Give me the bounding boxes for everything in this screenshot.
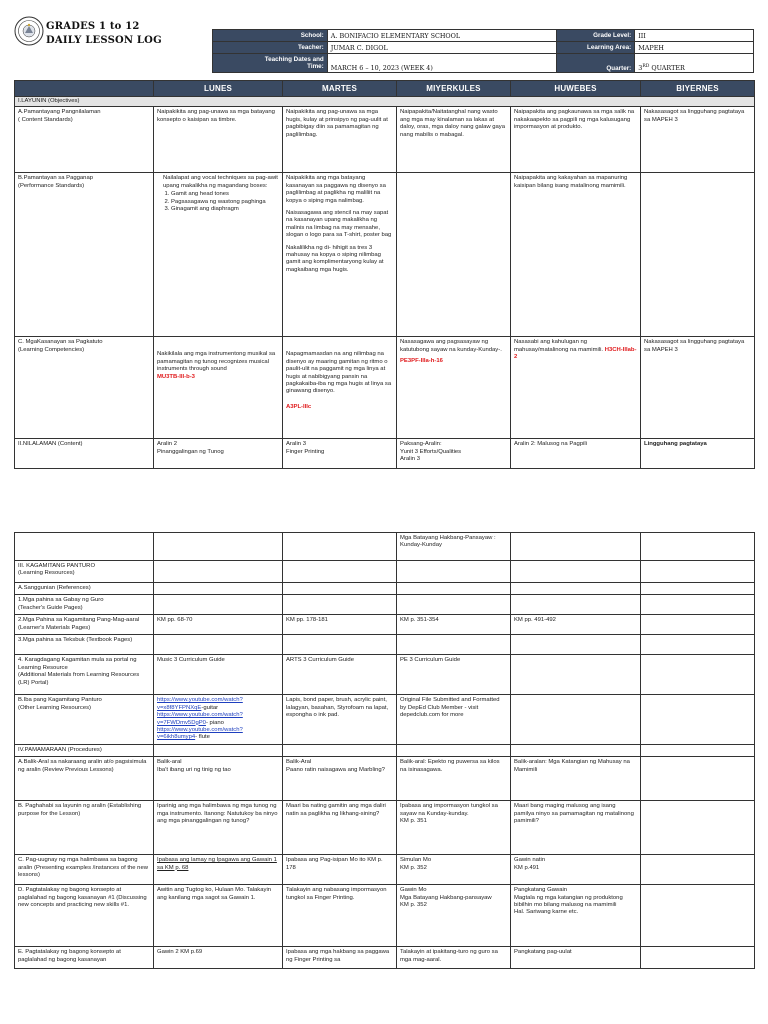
pu-miyerkules: Simulan Mo KM p. 352 <box>397 855 511 885</box>
sanggunian-row <box>15 583 755 595</box>
pu-huwebes: Gawin natin KM p.491 <box>511 855 641 885</box>
lc-martes <box>283 337 397 439</box>
link-suffix: -guitar <box>201 704 219 711</box>
day-miyerkules: MIYERKULES <box>397 81 511 97</box>
lc-huwebes <box>511 337 641 439</box>
school-label: School: <box>213 30 328 42</box>
lc-huwebes-code: H3CH-IIIab-2 <box>514 346 637 361</box>
balik-aral-label: A.Balik-Aral sa nakaraang aralin at/o pagsisimula ng aralin (Review Previous Lessons) <box>15 757 154 801</box>
ps-lunes-list <box>157 191 279 213</box>
lm-martes: KM pp. 178-181 <box>283 615 397 635</box>
info-grid <box>212 29 754 73</box>
link-suffix: - piano <box>205 719 224 726</box>
kagamitan-row <box>15 561 755 583</box>
form-title <box>46 20 162 48</box>
quarter-num: 3 <box>638 64 643 72</box>
empty-cell <box>15 533 154 561</box>
dates-label-line2: Time: <box>307 63 324 70</box>
lc-martes-text: Napagmamasdan na ang nilimbag na disenyo ay maaring gamitan ng ritmo o paulit-ulit na paggamit ng mga linya at hugis at nabibigyang pansin na pagkakaiba-iba ng mga hugis at linya sa ginawang disenyo. <box>286 351 392 395</box>
t2-martes: Ipabasa ang mga hakbang sa paggawa ng Finger Printing sa <box>283 947 397 969</box>
lc-miyerkules <box>397 337 511 439</box>
empty-cell <box>283 533 397 561</box>
header <box>14 14 754 76</box>
or-lunes <box>154 695 283 744</box>
ph-martes: Maari ba nating gamitin ang mga daliri natin sa paglikha ng likhang-sining? <box>283 801 397 855</box>
lm-pages-label: 2.Mga Pahina sa Kagamitang Pang-Mag-aaral (Learner's Materials Pages) <box>15 615 154 635</box>
ps-lunes-intro: Nailalapat ang vocal techniques sa pag-awit upang makalikha ng magandang boses: <box>163 175 278 189</box>
grade-label: Grade Level: <box>557 30 635 42</box>
ps-huwebes: Naipapakita ang kakayahan sa mapanuring kaisipan bilang isang matalinong mamimili. <box>511 173 641 337</box>
lr-lunes: Music 3 Curriculum Guide <box>154 655 283 695</box>
nil-miyerkules: Paksang-Aralin: Yunit 3 Efforts/Qualities Aralin 3 <box>397 439 511 469</box>
t1-miyerkules: Gawin Mo Mga Batayang Hakbang-pansayaw KM p. 352 <box>397 885 511 947</box>
cont-miyerkules: Mga Batayang Hakbang-Pansayaw : Kunday-Kunday <box>397 533 511 561</box>
lm-pages-row <box>15 615 755 635</box>
pag-uugnay-label: C. Pag-uugnay ng mga halimbawa sa bagong aralin (Presenting examples /instances of the new lessons) <box>15 855 154 885</box>
t2-miyerkules: Talakayin at ipakitang-turo ng guro sa mga mag-aaral. <box>397 947 511 969</box>
cs-miyerkules: Naipapakita/Naitatanghal nang wasto ang mga may kinalaman sa lakas at daloy, oras, mga daloy nang galaw gaya nang mabilis o mabagal. <box>397 107 511 173</box>
talakay-1-row <box>15 885 755 947</box>
form-title-line2: DAILY LESSON LOG <box>46 35 162 46</box>
t2-lunes: Gawin 2 KM p.69 <box>154 947 283 969</box>
area-value: MAPEH <box>635 42 754 54</box>
day-martes: MARTES <box>283 81 397 97</box>
lesson-log-page <box>14 14 754 76</box>
textbook-label: 3.Mga pahina sa Teksbuk (Textbook Pages) <box>15 635 154 655</box>
list-item: 3. Ginagamit ang diaphragm <box>171 206 279 213</box>
tg-pages-row <box>15 595 755 615</box>
tg-pages-label: 1.Mga pahina sa Gabay ng Guro (Teacher's Guide Pages) <box>15 595 154 615</box>
lc-martes-code: A3PL-IIIc <box>286 403 312 410</box>
continued-row <box>15 533 755 561</box>
ph-huwebes: Maari bang maging malusog ang isang pamilya ninyo sa pamamagitan ng matalinong pamimili? <box>511 801 641 855</box>
other-resources-label: B.Iba pang Kagamitang Panturo (Other Learning Resources) <box>15 695 154 744</box>
deped-seal-icon <box>14 16 44 46</box>
lc-biyernes: Nakasasagot sa lingguhang pagtataya sa MAPEH 3 <box>641 337 755 439</box>
nil-lunes: Aralin 2 Pinanggalingan ng Tunog <box>154 439 283 469</box>
pu-martes: Ipabasa ang Pag-isipan Mo ito KM p. 178 <box>283 855 397 885</box>
other-resources-row <box>15 695 755 744</box>
list-item: 2. Pagsasagawa ng wastong paghinga <box>171 199 279 206</box>
lm-huwebes: KM pp. 491-492 <box>511 615 641 635</box>
link-suffix: - flute <box>195 734 210 741</box>
teacher-label: Teacher: <box>213 42 328 54</box>
paghahabi-row <box>15 801 755 855</box>
lc-huwebes-text: Nasasabi ang kahulugan ng mahusay/matalinong na mamimili. <box>514 339 604 353</box>
layunin-row <box>15 97 755 107</box>
lesson-table-top <box>14 80 755 469</box>
nilalaman-label: II.NILALAMAN (Content) <box>15 439 154 469</box>
cs-martes: Naipakikita ang pag-unawa sa mga hugis, kulay at prinsipyo ng pag-uulit at pagbibigay diin sa pamamagitan ng paglilimbag. <box>283 107 397 173</box>
ps-biyernes <box>641 173 755 337</box>
lr-portal-row <box>15 655 755 695</box>
nil-martes: Aralin 3 Finger Printing <box>283 439 397 469</box>
paghahabi-label: B. Paghahabi sa layunin ng aralin (Establishing purpose for the Lesson) <box>15 801 154 855</box>
or-martes: Lapis, bond paper, brush, acrylic paint, lalagyan, basahan, Styrofoam na lapat, espongha o ink pad. <box>283 695 397 744</box>
t1-martes: Talakayin ang nabasang impormasyon tungkol sa Finger Printing. <box>283 885 397 947</box>
lesson-table-bottom <box>14 532 755 969</box>
content-standards-label: A.Pamantayang Pangnilalaman ( Content Standards) <box>15 107 154 173</box>
ps-martes-p3: Nakalilikha ng di- hihigit sa tres 3 mahusay na kopya o siping nilimbag gamit ang komplimentaryong kulay at magkaibang mga hugis. <box>286 244 384 273</box>
quarter-value <box>635 54 754 73</box>
lr-martes: ARTS 3 Curriculum Guide <box>283 655 397 695</box>
nil-biyernes: Lingguhang pagtataya <box>641 439 755 469</box>
ps-martes-p1: Naipakikita ang mga batayang kasanayan sa paggawa ng disenyo sa paglilimbag at paglikha ng maliliit na kopya o siping mga nalimbag. <box>286 175 386 204</box>
lr-portal-label: 4. Karagdagang Kagamitan mula sa portal ng Learning Resource (Additional Materials from Learning Resources (LR) Portal) <box>15 655 154 695</box>
ph-lunes: Iparinig ang mga halimbawa ng mga tunog ng mga instrumento. Itanong: Natutukoy ba ninyo ang mga pinanggalingan ng tunog? <box>154 801 283 855</box>
ba-lunes: Balik-aral Iba't ibang uri ng tinig ng tao <box>154 757 283 801</box>
empty-cell <box>154 533 283 561</box>
textbook-row <box>15 635 755 655</box>
ba-miyerkules: Balik-aral: Epekto ng puwersa sa kilos na isinasagawa. <box>397 757 511 801</box>
nil-huwebes: Aralin 2: Malusog na Pagpili <box>511 439 641 469</box>
performance-standards-row <box>15 173 755 337</box>
competencies-label: C. MgaKasanayan sa Pagkatuto (Learning Competencies) <box>15 337 154 439</box>
pamamaraan-label: IV.PAMAMARAAN (Procedures) <box>15 744 154 756</box>
t1-lunes: Awitin ang Tugtog ko, Hulaan Mo. Talakayin ang kanilang mga sagot sa Gawain 1. <box>154 885 283 947</box>
competencies-row <box>15 337 755 439</box>
grade-value: III <box>635 30 754 42</box>
form-title-line1: GRADES 1 to 12 <box>46 21 140 32</box>
sanggunian-label: A.Sanggunian (References) <box>15 583 154 595</box>
balik-aral-row <box>15 757 755 801</box>
cs-huwebes: Naipapakita ang pagkaunawa sa mga salik na nakakaapekto sa pagpili ng mga kalusugang impormasyon at produkto. <box>511 107 641 173</box>
lm-lunes: KM pp. 68-70 <box>154 615 283 635</box>
pag-uugnay-row <box>15 855 755 885</box>
day-huwebes: HUWEBES <box>511 81 641 97</box>
area-label: Learning Area: <box>557 42 635 54</box>
cs-biyernes: Nakasasagot sa lingguhang pagtataya sa MAPEH 3 <box>641 107 755 173</box>
empty-cell <box>641 533 755 561</box>
t1-huwebes: Pangkatang Gawain Magtala ng mga katangian ng produktong bibilhin mo bilang malusog na mamimili Hal. Sariwang karne etc. <box>511 885 641 947</box>
lc-lunes <box>154 337 283 439</box>
ba-martes: Balik-Aral Paano ratin naisagawa ang Marbling? <box>283 757 397 801</box>
lc-miyerkules-code: PE3PF-IIIa-h-16 <box>400 358 443 365</box>
talakay-2-label: E. Pagtatalakay ng bagong konsepto at paglalahad ng bagong kasanayan <box>15 947 154 969</box>
day-lunes: LUNES <box>154 81 283 97</box>
ps-martes <box>283 173 397 337</box>
empty-cell <box>511 533 641 561</box>
lr-miyerkules: PE 3 Curriculum Guide <box>397 655 511 695</box>
list-item: 1. Gamit ang head tones <box>171 191 279 198</box>
talakay-2-row <box>15 947 755 969</box>
ps-martes-p2: Naisasagawa ang stencil na may sapat na kasanayan upang makalikha ng malinis na limbag na may mensahe, slogan o logo para sa T-shirt, poster bag <box>286 210 392 239</box>
dates-label-line1: Teaching Dates and <box>264 56 324 63</box>
quarter-sup: RD <box>642 63 650 69</box>
talakay-1-label: D. Pagtatalakay ng bagong konsepto at paglalahad ng bagong kasanayan #1 (Discussing new concepts and practicing new skills #1. <box>15 885 154 947</box>
school-value: A. BONIFACIO ELEMENTARY SCHOOL <box>327 30 557 42</box>
lc-lunes-code: MU3TB-III-b-3 <box>157 373 195 380</box>
ba-huwebes: Balik-aralan: Mga Katangian ng Mahusay na Mamimili <box>511 757 641 801</box>
dates-value: MARCH 6 – 10, 2023 (WEEK 4) <box>327 54 557 73</box>
lm-miyerkules: KM p. 351-354 <box>397 615 511 635</box>
layunin-heading: I.LAYUNIN (Objectives) <box>15 97 755 107</box>
teacher-value: JUMAR C. DIGOL <box>327 42 557 54</box>
or-miyerkules: Original File Submitted and Formatted by DepEd Club Member - visit depedclub.com for more <box>397 695 511 744</box>
ph-miyerkules: Ipabasa ang impormasyon tungkol sa sayaw na Kunday-kunday. KM p. 351 <box>397 801 511 855</box>
kagamitan-label: III. KAGAMITANG PANTURO (Learning Resources) <box>15 561 154 583</box>
pu-lunes: Ipabasa ang lamay ng Ipagawa ang Gawain 1 sa KM p. 68 <box>154 855 283 885</box>
youtube-link-flute[interactable]: https://www.youtube.com/watch?v=6ikh8umyp4 <box>157 727 243 741</box>
t2-huwebes: Pangkatang pag-uulat <box>511 947 641 969</box>
pamamaraan-row <box>15 744 755 756</box>
content-standards-row <box>15 107 755 173</box>
lc-lunes-text: Nakikilala ang mga instrumentong musikal sa pamamagitan ng tunog recognizes musical instruments through sound <box>157 351 276 373</box>
quarter-word: QUARTER <box>649 64 685 72</box>
nilalaman-row <box>15 439 755 469</box>
youtube-link-guitar[interactable]: https://www.youtube.com/watch?v=x8f8YFPNXqE <box>157 697 243 711</box>
corner-cell <box>15 81 154 97</box>
ps-lunes <box>154 173 283 337</box>
dates-label <box>213 54 328 73</box>
quarter-label: Quarter: <box>557 54 635 73</box>
cs-lunes: Naipakikita ang pag-unawa sa mga batayang konsepto o kaisipan sa timbre. <box>154 107 283 173</box>
youtube-link-piano[interactable]: https://www.youtube.com/watch?v=7FWDmv5DgP0 <box>157 712 243 726</box>
performance-standards-label: B.Pamantayan sa Pagganap (Performance Standards) <box>15 173 154 337</box>
lc-miyerkules-text: Nasasagawa ang pagsasayaw ng katutubong sayaw na kunday-Kunday-. <box>400 339 502 353</box>
day-biyernes: BIYERNES <box>641 81 755 97</box>
ps-miyerkules <box>397 173 511 337</box>
day-header-row <box>15 81 755 97</box>
